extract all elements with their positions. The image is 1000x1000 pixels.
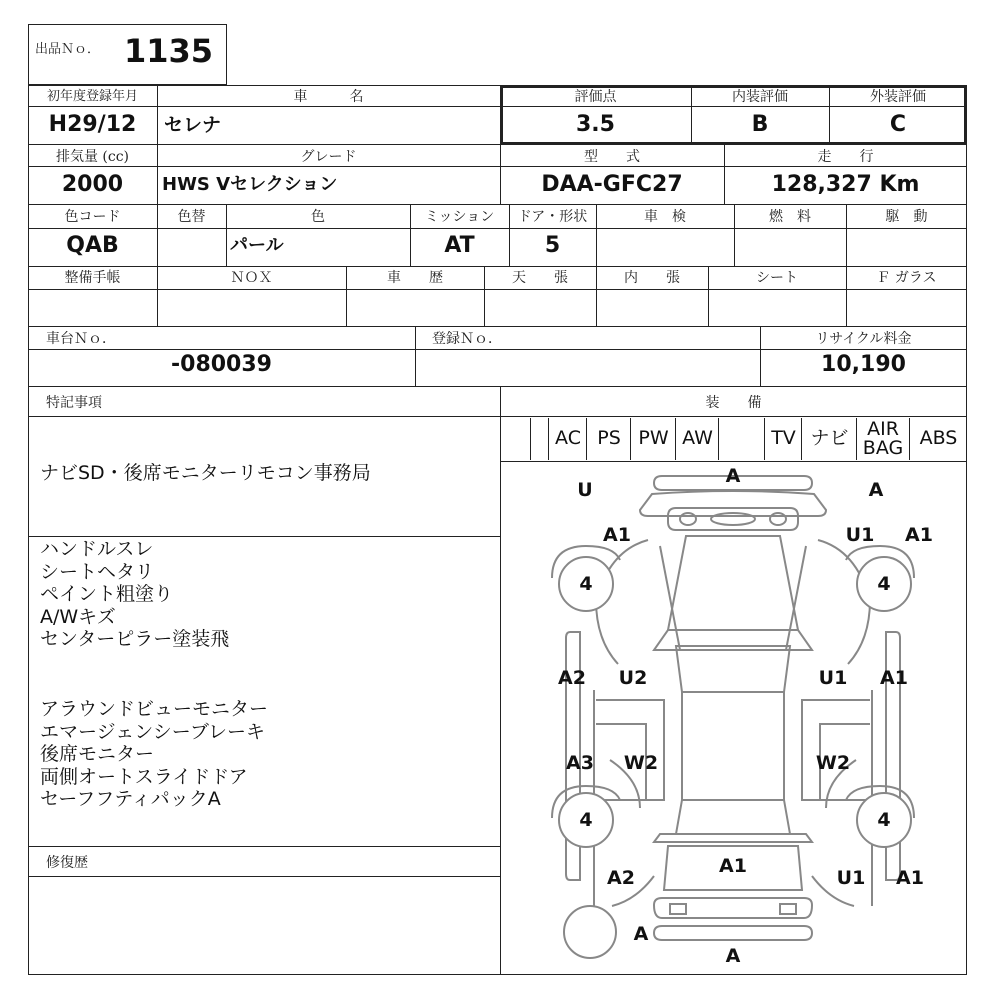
exterior-label: 外装評価 — [870, 89, 926, 105]
repair-label: 修復歴 — [46, 855, 88, 871]
damage-mark-top-left: U — [577, 479, 593, 501]
mission-label: ミッション — [424, 209, 495, 225]
first-reg-value: H29/12 — [48, 112, 137, 137]
color-code-value: QAB — [66, 233, 119, 258]
repaint-label: 色替 — [177, 209, 206, 225]
color-code-label: 色コード — [64, 209, 121, 225]
wheel-front-right: 4 — [856, 556, 912, 612]
lot-number: 1135 — [124, 32, 214, 70]
damage-mark-front-right-a1: A1 — [905, 524, 933, 546]
equipment-cell: AW — [675, 418, 719, 460]
remarks-block2: ハンドルスレ シートヘタリ ペイント粗塗り A/Wキズ センターピラー塗装飛 — [40, 538, 230, 650]
model-value: DAA-GFC27 — [541, 172, 683, 197]
equipment-label: 装 備 — [705, 395, 762, 411]
wheel-spare — [563, 905, 617, 959]
chassis-label: 車台Ｎｏ． — [46, 331, 116, 347]
car-name-value: セレナ — [164, 114, 222, 136]
history-label: 車 歴 — [387, 270, 443, 286]
door-label: ドア・形状 — [517, 209, 588, 225]
damage-mark-rear-right-a1: A1 — [896, 867, 924, 889]
damage-mark-right-u1: U1 — [818, 667, 848, 689]
wheel-front-left: 4 — [558, 556, 614, 612]
damage-mark-right-a1: A1 — [880, 667, 908, 689]
grade-value: HWS Vセレクション — [162, 174, 338, 195]
equipment-cell — [718, 418, 765, 460]
damage-mark-rear-right-u1: U1 — [836, 867, 866, 889]
door-value: 5 — [544, 233, 561, 258]
lot-number-label: 出品Ｎｏ． — [35, 42, 101, 57]
equipment-cell: ナビ — [801, 418, 857, 460]
color-value: パール — [230, 235, 284, 256]
remarks-line1: ナビSD・後席モニターリモコン事務局 — [40, 462, 371, 484]
damage-mark-rear-bottom: A — [725, 945, 741, 967]
interior-label: 内装評価 — [732, 89, 788, 105]
equipment-cell: ABS — [909, 418, 967, 460]
exterior-value: C — [889, 112, 907, 137]
seat-label: シート — [756, 270, 798, 286]
mileage-value: 128,327 Km — [771, 172, 920, 197]
remarks-block3: アラウンドビューモニター エマージェンシーブレーキ 後席モニター 両側オートスライドドア セーフフティパックA — [40, 698, 269, 810]
damage-mark-left-u2: U2 — [618, 667, 648, 689]
car-name-label: 車 名 — [293, 89, 364, 105]
maintenance-label: 整備手帳 — [64, 270, 121, 286]
equipment-cell: AC — [548, 418, 587, 460]
remarks-label: 特記事項 — [46, 395, 102, 411]
damage-mark-left-w2: W2 — [623, 752, 659, 774]
equipment-cell: TV — [764, 418, 802, 460]
mission-value: AT — [444, 233, 475, 258]
equipment-cell: PS — [586, 418, 631, 460]
equipment-cell: AIR BAG — [856, 418, 909, 460]
model-label: 型 式 — [584, 149, 640, 165]
damage-mark-front-left-fender: A1 — [603, 524, 631, 546]
displacement-value: 2000 — [61, 172, 124, 197]
wheel-rear-left: 4 — [558, 792, 614, 848]
ceiling-label: 天 張 — [512, 270, 568, 286]
grade-label: グレード — [300, 149, 357, 165]
damage-mark-right-w2: W2 — [815, 752, 851, 774]
damage-mark-rear-left-a2: A2 — [607, 867, 635, 889]
damage-mark-trunk-a1: A1 — [719, 855, 747, 877]
damage-mark-top-center: A — [725, 465, 741, 487]
equipment-cell: PW — [630, 418, 676, 460]
damage-mark-left-a2: A2 — [558, 667, 586, 689]
first-reg-label: 初年度登録年月 — [46, 89, 138, 104]
equipment-cell — [530, 418, 549, 460]
recycle-value: 10,190 — [821, 352, 906, 377]
wheel-rear-right: 4 — [856, 792, 912, 848]
damage-mark-front-right-u1: U1 — [845, 524, 875, 546]
score-label: 評価点 — [574, 89, 617, 105]
damage-mark-top-right: A — [868, 479, 884, 501]
damage-mark-left-a3: A3 — [566, 752, 594, 774]
inner-label: 内 張 — [624, 270, 680, 286]
drive-label: 駆 動 — [885, 209, 928, 225]
lot-number-box — [28, 24, 227, 85]
nox-label: ＮＯＸ — [230, 270, 273, 286]
score-value: 3.5 — [576, 112, 615, 137]
glass-label: Ｆ ガラス — [876, 270, 937, 286]
fuel-label: 燃 料 — [769, 209, 811, 225]
inspection-label: 車 検 — [644, 209, 686, 225]
reg-no-label: 登録Ｎｏ． — [432, 331, 502, 347]
interior-value: B — [751, 112, 769, 137]
damage-mark-rear-bumper-left: A — [633, 923, 649, 945]
mileage-label: 走 行 — [817, 149, 874, 165]
recycle-label: リサイクル料金 — [815, 331, 912, 347]
color-label: 色 — [311, 209, 325, 225]
chassis-value: -080039 — [171, 352, 272, 377]
displacement-label: 排気量 (cc) — [55, 149, 130, 165]
